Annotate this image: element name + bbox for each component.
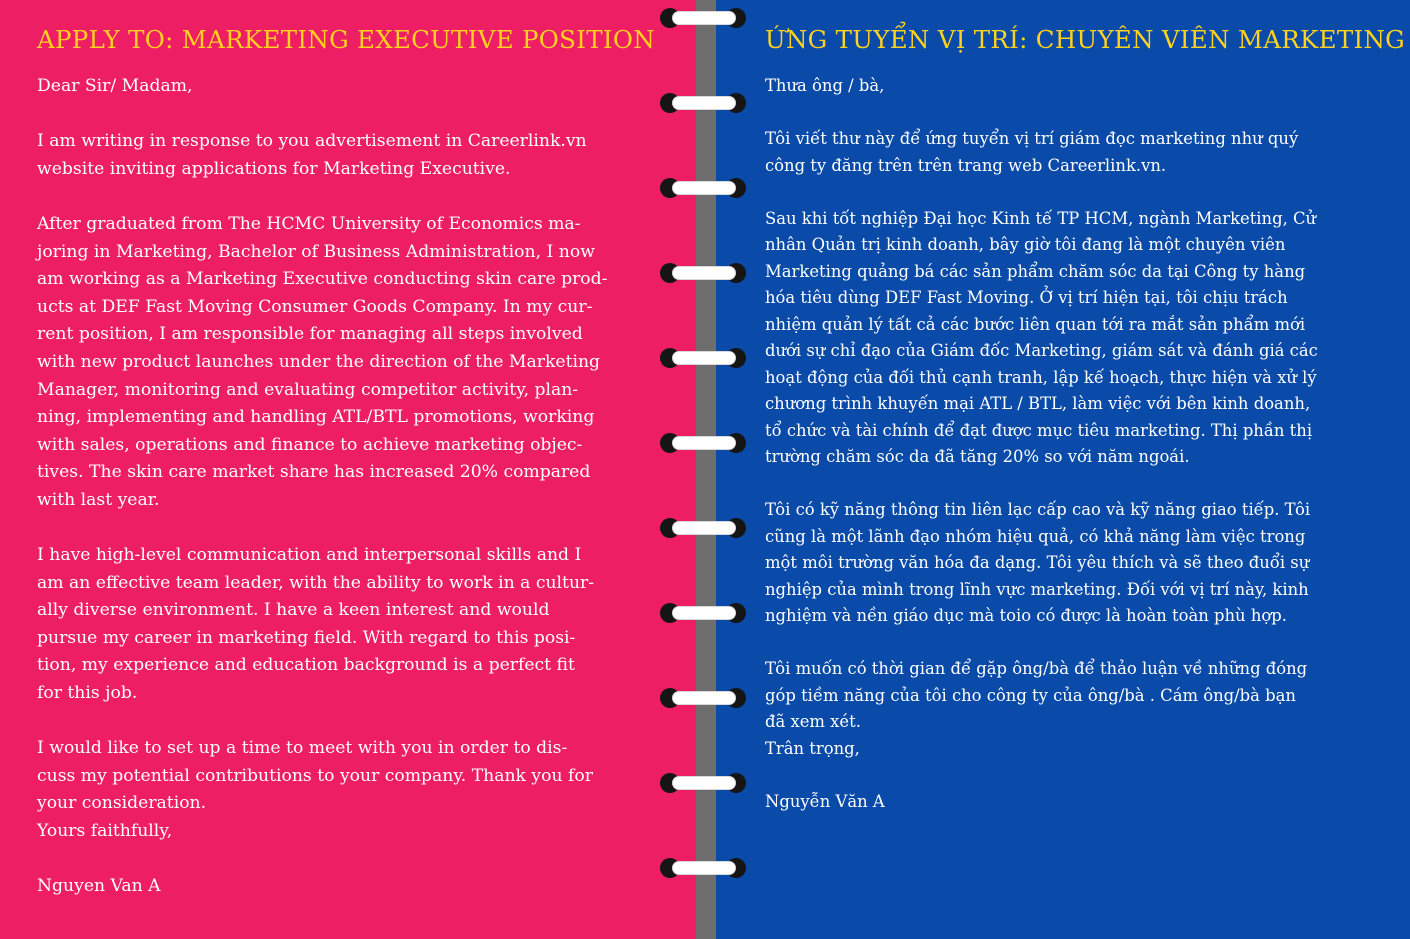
text-line: hóa tiêu dùng DEF Fast Moving. Ở vị trí hiện tại, tôi chịu trách [765, 288, 1288, 307]
text-line: with new product launches under the direction of the Marketing [37, 351, 601, 372]
text-line: website inviting applications for Marketing Executive. [37, 158, 511, 179]
text-line: I would like to set up a time to meet with you in order to dis- [37, 738, 568, 759]
text-line: nhân Quản trị kinh doanh, bây giờ tôi đang là một chuyên viên [765, 235, 1286, 254]
text-line: Marketing quảng bá các sản phẩm chăm sóc da tại Công ty hàng [765, 261, 1306, 281]
english-paragraph-3 [37, 542, 636, 708]
text-line: tổ chức và tài chính để đạt được mục tiêu marketing. Thị phần thị [765, 420, 1313, 440]
english-signature: Nguyen Van A [37, 876, 161, 897]
english-title: APPLY TO: MARKETING EXECUTIVE POSITION [37, 25, 655, 54]
text-line: am an effective team leader, with the ability to work in a cultur- [37, 572, 595, 593]
text-line: tion, my experience and education background is a perfect fit [37, 655, 575, 676]
text-line: ucts at DEF Fast Moving Consumer Goods Company. In my cur- [37, 296, 593, 317]
vietnamese-salutation: Thưa ông / bà, [765, 76, 885, 95]
text-line: góp tiềm năng của tôi cho công ty của ông/bà . Cám ông/bà bạn [765, 685, 1296, 705]
text-line: cũng là một lãnh đạo nhóm hiệu quả, có khả năng làm việc trong [765, 526, 1306, 546]
text-line: nhiệm quản lý tất cả các bước liên quan tới ra mắt sản phẩm mới [765, 314, 1306, 334]
vietnamese-title: ỨNG TUYỂN VỊ TRÍ: CHUYÊN VIÊN MARKETING [765, 25, 1406, 54]
text-line: Tôi muốn có thời gian để gặp ông/bà để thảo luận về những đóng [765, 659, 1308, 678]
text-line: trường chăm sóc da đã tăng 20% so với năm ngoái. [765, 447, 1190, 466]
english-salutation: Dear Sir/ Madam, [37, 76, 193, 96]
text-line: Sau khi tốt nghiệp Đại học Kinh tế TP HCM, ngành Marketing, Cử [765, 208, 1317, 228]
text-line: một môi trường văn hóa đa dạng. Tôi yêu thích và sẽ theo đuổi sự [765, 553, 1310, 572]
text-line: with sales, operations and finance to achieve marketing objec- [37, 434, 583, 455]
vietnamese-letter-page [716, 0, 1410, 939]
text-line: for this job. [37, 683, 138, 704]
text-line: ning, implementing and handling ATL/BTL promotions, working [37, 407, 595, 428]
text-line: dưới sự chỉ đạo của Giám đốc Marketing, giám sát và đánh giá các [765, 341, 1318, 360]
text-line: cuss my potential contributions to your company. Thank you for [37, 765, 593, 786]
english-paragraph-4 [37, 735, 636, 845]
text-line: joring in Marketing, Bachelor of Business Administration, I now [37, 241, 595, 262]
vietnamese-paragraph-2 [765, 206, 1362, 471]
text-line: đã xem xét. [765, 712, 861, 731]
text-line: công ty đăng trên trên trang web Careerlink.vn. [765, 155, 1167, 175]
text-line: pursue my career in marketing field. With regard to this posi- [37, 627, 576, 648]
text-line: rent position, I am responsible for managing all steps involved [37, 324, 583, 345]
closing-line: Trân trọng, [765, 738, 860, 758]
notebook-spine [696, 0, 716, 939]
text-line: hoạt động của đối thủ cạnh tranh, lập kế hoạch, thực hiện và xử lý [765, 367, 1317, 387]
text-line: Tôi có kỹ năng thông tin liên lạc cấp cao và kỹ năng giao tiếp. Tôi [765, 500, 1311, 519]
english-paragraph-1 [37, 128, 636, 183]
text-line: with last year. [37, 489, 160, 510]
text-line: Manager, monitoring and evaluating competitor activity, plan- [37, 379, 579, 400]
english-paragraph-2 [37, 211, 636, 515]
text-line: your consideration. [37, 793, 207, 814]
text-line: Tôi viết thư này để ứng tuyển vị trí giám đọc marketing như quý [765, 129, 1299, 148]
text-line: After graduated from The HCMC University of Economics ma- [37, 213, 581, 234]
text-line: am working as a Marketing Executive conducting skin care prod- [37, 269, 608, 290]
vietnamese-signature: Nguyễn Văn A [765, 791, 885, 811]
text-line: chương trình khuyến mại ATL / BTL, làm việc với bên kinh doanh, [765, 394, 1311, 413]
text-line: I am writing in response to you advertisement in Careerlink.vn [37, 131, 587, 152]
vietnamese-paragraph-3 [765, 497, 1362, 630]
text-line: nghiệp của mình trong lĩnh vực marketing. Đối với vị trí này, kinh [765, 579, 1309, 599]
text-line: tives. The skin care market share has increased 20% compared [37, 462, 591, 483]
vietnamese-paragraph-4 [765, 656, 1362, 762]
english-letter-page [0, 0, 696, 939]
text-line: ally diverse environment. I have a keen interest and would [37, 600, 550, 621]
text-line: nghiệm và nền giáo dục mà toio có được là hoàn toàn phù hợp. [765, 606, 1287, 625]
closing-line: Yours faithfully, [37, 821, 173, 842]
vietnamese-paragraph-1 [765, 126, 1362, 179]
text-line: I have high-level communication and interpersonal skills and I [37, 545, 582, 566]
